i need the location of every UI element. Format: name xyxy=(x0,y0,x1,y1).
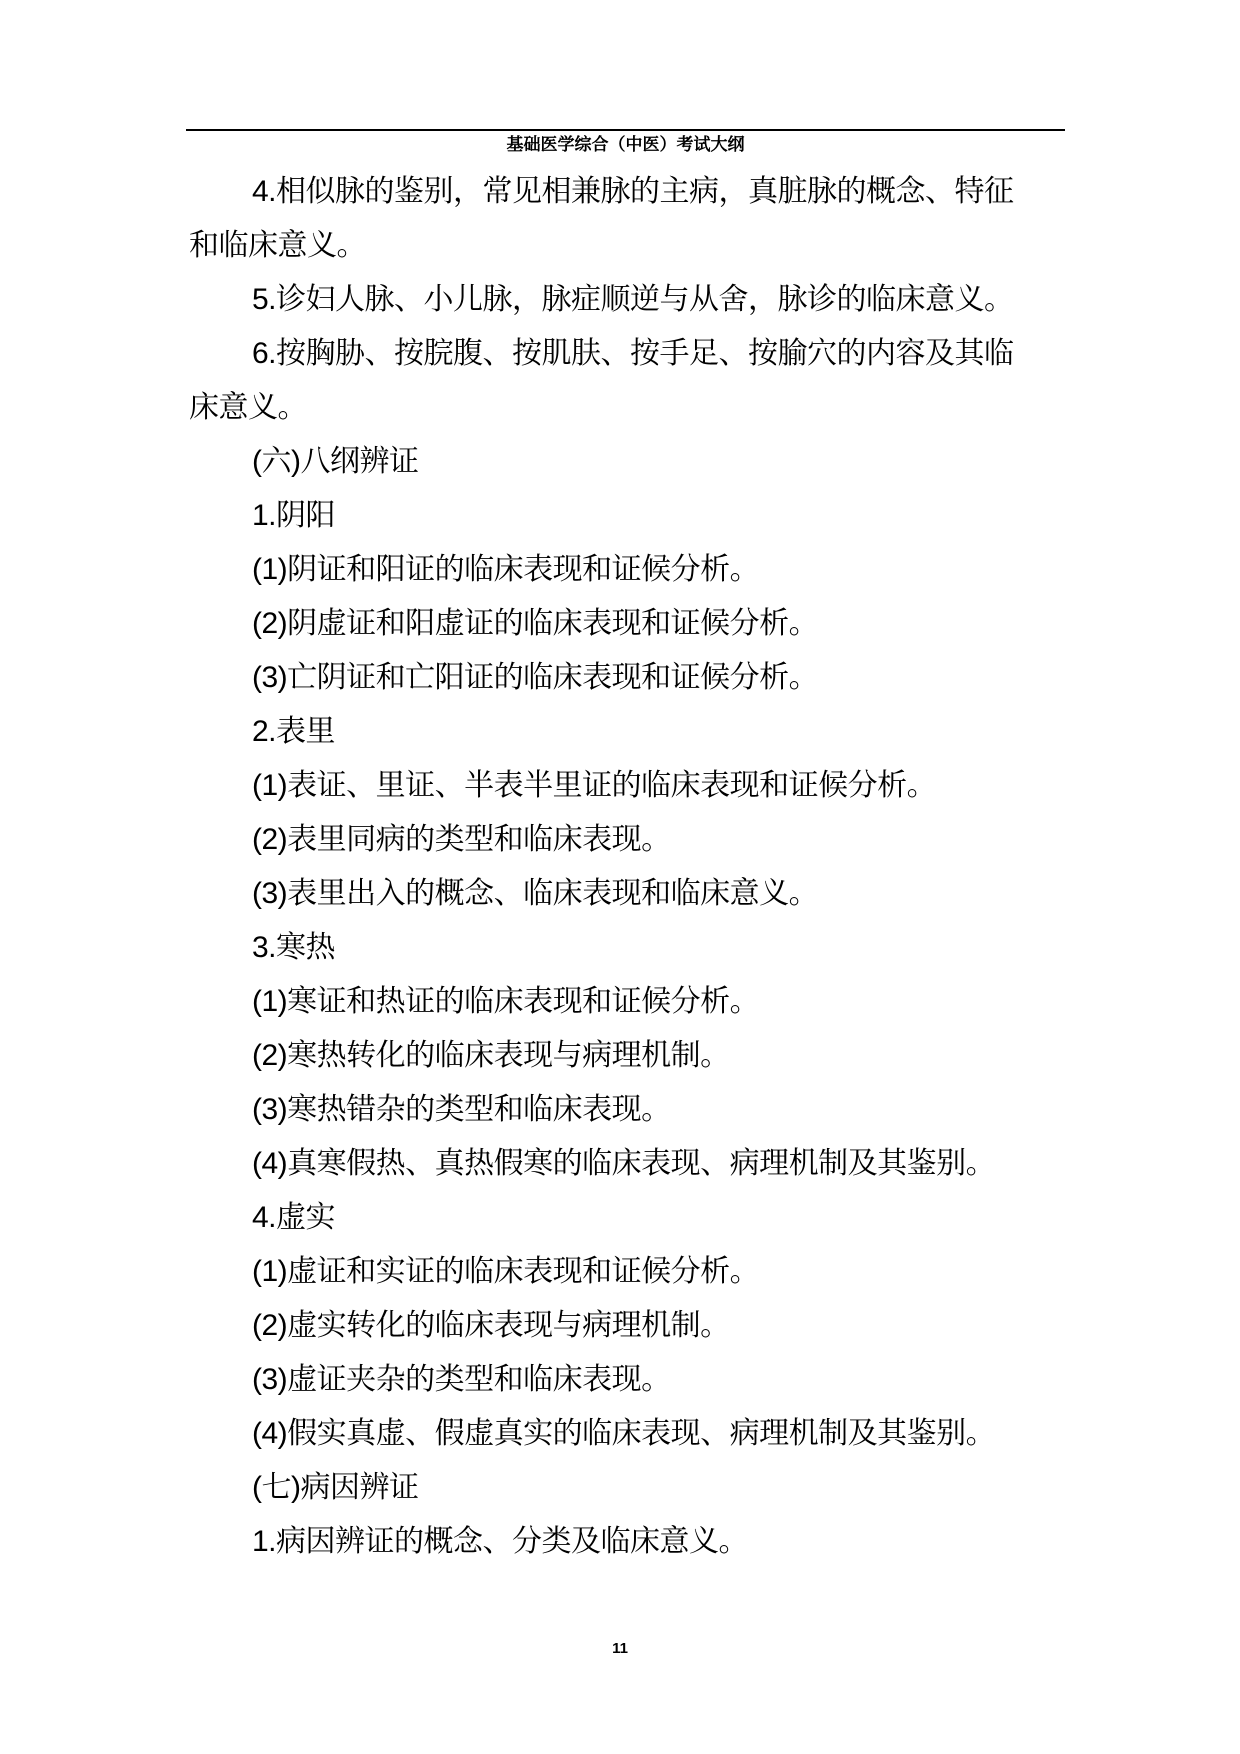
text-line: (3)亡阴证和亡阳证的临床表现和证候分析。 xyxy=(252,661,819,694)
text-line: (2)虚实转化的临床表现与病理机制。 xyxy=(252,1309,730,1342)
text-line: 床意义。 xyxy=(189,391,307,424)
text-line: (六)八纲辨证 xyxy=(252,445,419,478)
text-line: 3.寒热 xyxy=(252,931,336,964)
text-line: (2)阴虚证和阳虚证的临床表现和证候分析。 xyxy=(252,607,819,640)
text-line: (2)寒热转化的临床表现与病理机制。 xyxy=(252,1039,730,1072)
page-header-title: 基础医学综合（中医）考试大纲 xyxy=(506,135,745,154)
document-body xyxy=(189,165,1065,1569)
text-line: 6.按胸胁、按脘腹、按肌肤、按手足、按腧穴的内容及其临 xyxy=(252,337,1014,370)
text-line: 和临床意义。 xyxy=(189,229,366,262)
text-line: 4.相似脉的鉴别，常见相兼脉的主病，真脏脉的概念、特征 xyxy=(252,175,1014,208)
text-line: (4)真寒假热、真热假寒的临床表现、病理机制及其鉴别。 xyxy=(252,1147,996,1180)
text-line: (3)表里出入的概念、临床表现和临床意义。 xyxy=(252,877,819,910)
page-number: 11 xyxy=(612,1640,628,1657)
text-line: (1)虚证和实证的临床表现和证候分析。 xyxy=(252,1255,760,1288)
text-line: 5.诊妇人脉、小儿脉，脉症顺逆与从舍，脉诊的临床意义。 xyxy=(252,283,1014,316)
header-rule xyxy=(186,129,1065,131)
text-line: (七)病因辨证 xyxy=(252,1471,419,1504)
text-line: 2.表里 xyxy=(252,715,336,748)
text-line: (3)虚证夹杂的类型和临床表现。 xyxy=(252,1363,671,1396)
text-line: (1)表证、里证、半表半里证的临床表现和证候分析。 xyxy=(252,769,937,802)
text-line: 4.虚实 xyxy=(252,1201,336,1234)
text-line: (1)寒证和热证的临床表现和证候分析。 xyxy=(252,985,760,1018)
text-line: (4)假实真虚、假虚真实的临床表现、病理机制及其鉴别。 xyxy=(252,1417,996,1450)
text-line: (1)阴证和阳证的临床表现和证候分析。 xyxy=(252,553,760,586)
text-line: (3)寒热错杂的类型和临床表现。 xyxy=(252,1093,671,1126)
text-line: (2)表里同病的类型和临床表现。 xyxy=(252,823,671,856)
text-line: 1.病因辨证的概念、分类及临床意义。 xyxy=(252,1525,749,1558)
text-line: 1.阴阳 xyxy=(252,499,336,532)
